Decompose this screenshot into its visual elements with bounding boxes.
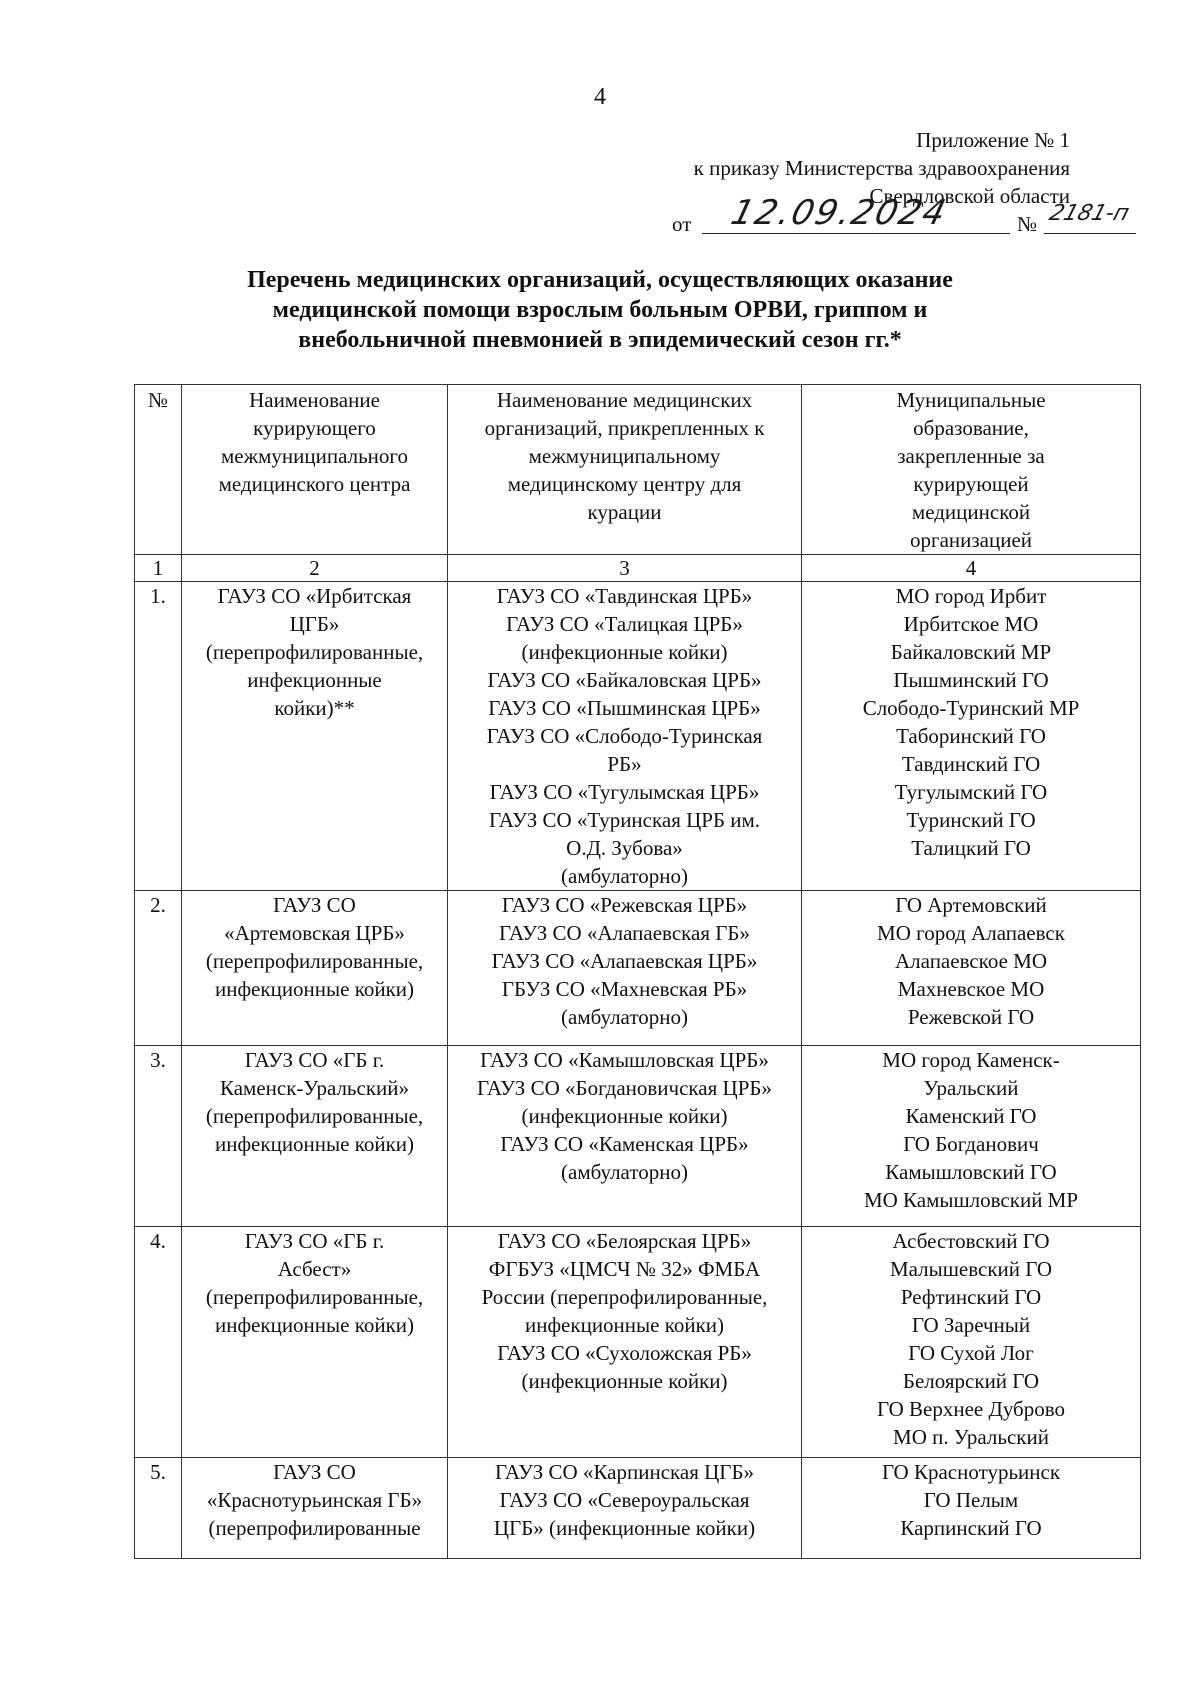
municipal-cell <box>802 1046 1141 1227</box>
cell-line: Каменск-Уральский» <box>220 1076 409 1100</box>
cell-line: (перепрофилированные, <box>205 640 424 664</box>
column-number-cell: 2 <box>182 555 448 582</box>
cell-line: (перепрофилированные, <box>205 1104 424 1128</box>
cell-line: ГАУЗ СО «Режевская ЦРБ» <box>501 893 748 917</box>
cell-line: Байкаловский МР <box>890 640 1052 664</box>
cell-line: ГАУЗ СО «Североуральская <box>499 1488 750 1512</box>
center-cell <box>182 891 448 1046</box>
cell-line: (амбулаторно) <box>561 864 688 888</box>
header-cell-center: Наименование курирующего межмуниципального медицинского центра <box>182 385 448 555</box>
cell-line: ГАУЗ СО «Сухоложская РБ» <box>497 1341 752 1365</box>
cell-line: ГАУЗ СО «Богдановичская ЦРБ» <box>477 1076 772 1100</box>
table-row <box>135 1227 1141 1458</box>
cell-line: (перепрофилированные <box>208 1516 421 1540</box>
cell-line: ГАУЗ СО «Белоярская ЦРБ» <box>497 1229 752 1253</box>
handwritten-number: 2181-п <box>1046 201 1132 226</box>
cell-line: ГАУЗ СО «ГБ г. <box>244 1048 385 1072</box>
table-row <box>135 582 1141 891</box>
cell-line: ГАУЗ СО «Камышловская ЦРБ» <box>480 1048 769 1072</box>
center-cell <box>182 582 448 891</box>
column-number-cell: 1 <box>135 555 182 582</box>
cell-line: ФГБУЗ «ЦМСЧ № 32» ФМБА <box>488 1257 761 1281</box>
cell-line: Карпинский ГО <box>900 1516 1042 1540</box>
cell-line: Махневское МО <box>897 977 1045 1001</box>
cell-line: инфекционные койки) <box>524 1313 725 1337</box>
cell-line: (перепрофилированные, <box>205 1285 424 1309</box>
row-number-cell: 1. <box>135 582 182 891</box>
cell-line: ГАУЗ СО «ГБ г. <box>244 1229 385 1253</box>
cell-line: Тугулымский ГО <box>894 780 1048 804</box>
cell-line: ГАУЗ СО «Тугулымская ЦРБ» <box>489 780 760 804</box>
cell-line: МО город Ирбит <box>895 584 1047 608</box>
header-cell-organizations: Наименование медицинских организаций, прикрепленных к межмуниципальному медицинскому центру для курации <box>448 385 802 555</box>
cell-line: Талицкий ГО <box>911 836 1031 860</box>
cell-line: МО Камышловский МР <box>863 1188 1079 1212</box>
center-cell <box>182 1227 448 1458</box>
organizations-cell <box>448 891 802 1046</box>
cell-line: ГАУЗ СО «Туринская ЦРБ им. <box>488 808 761 832</box>
page-number: 4 <box>594 84 606 110</box>
cell-line: ГО Богданович <box>903 1132 1039 1156</box>
cell-line: инфекционные койки) <box>214 1132 415 1156</box>
cell-line: ГАУЗ СО <box>273 1460 356 1484</box>
cell-line: ГО Краснотурьинск <box>881 1460 1061 1484</box>
cell-line: ЦГБ» (инфекционные койки) <box>493 1516 756 1540</box>
cell-line: Алапаевское МО <box>895 949 1047 973</box>
cell-line: койки)** <box>274 696 355 720</box>
title-line: Перечень медицинских организаций, осуществляющих оказание <box>247 267 953 293</box>
cell-line: ГБУЗ СО «Махневская РБ» <box>501 977 748 1001</box>
table-row <box>135 1458 1141 1559</box>
cell-line: Ирбитское МО <box>903 612 1039 636</box>
organizations-cell <box>448 1227 802 1458</box>
cell-line: инфекционные койки) <box>214 977 415 1001</box>
number-label: № <box>1017 212 1038 236</box>
cell-line: ГО Верхнее Дуброво <box>877 1397 1065 1421</box>
title-line: внебольничной пневмонией в эпидемический сезон гг.* <box>298 327 902 353</box>
table-body <box>135 385 1141 1559</box>
cell-line: РБ» <box>607 752 642 776</box>
appendix-line: к приказу Министерства здравоохранения <box>693 156 1070 180</box>
header-cell-municipal: Муниципальные образование, закрепленные за курирующей медицинской организацией <box>802 385 1141 555</box>
column-number-row <box>135 555 1141 582</box>
cell-line: ГАУЗ СО «Каменская ЦРБ» <box>500 1132 749 1156</box>
cell-line: ГАУЗ СО «Пышминская ЦРБ» <box>488 696 761 720</box>
table-row <box>135 1046 1141 1227</box>
handwritten-date: 12.09.2024 <box>727 193 952 233</box>
municipal-cell <box>802 891 1141 1046</box>
cell-line: (амбулаторно) <box>561 1005 688 1029</box>
cell-line: Асбестовский ГО <box>892 1229 1050 1253</box>
municipal-cell <box>802 582 1141 891</box>
cell-line: Каменский ГО <box>905 1104 1037 1128</box>
cell-line: (инфекционные койки) <box>521 640 728 664</box>
cell-line: ГАУЗ СО «Байкаловская ЦРБ» <box>487 668 762 692</box>
organizations-cell <box>448 582 802 891</box>
cell-line: О.Д. Зубова» <box>566 836 683 860</box>
document-title <box>120 265 1080 355</box>
cell-line: Таборинский ГО <box>896 724 1046 748</box>
municipal-cell <box>802 1458 1141 1559</box>
cell-line: МО город Алапаевск <box>877 921 1065 945</box>
row-number-cell: 2. <box>135 891 182 1046</box>
cell-line: Тавдинский ГО <box>901 752 1041 776</box>
cell-line: Слободо-Туринский МР <box>862 696 1080 720</box>
table-row <box>135 891 1141 1046</box>
column-number-cell: 3 <box>448 555 802 582</box>
cell-line: ГО Пелым <box>923 1488 1019 1512</box>
cell-line: МО город Каменск- <box>882 1048 1060 1072</box>
cell-line: МО п. Уральский <box>893 1425 1049 1449</box>
organizations-cell <box>448 1046 802 1227</box>
cell-line: Асбест» <box>277 1257 352 1281</box>
cell-line: Режевской ГО <box>907 1005 1035 1029</box>
table-header-row <box>135 385 1141 555</box>
from-label: от <box>672 212 692 236</box>
cell-line: Камышловский ГО <box>885 1160 1057 1184</box>
cell-line: ГАУЗ СО «Алапаевская ГБ» <box>499 921 750 945</box>
row-number-cell: 3. <box>135 1046 182 1227</box>
cell-line: ГАУЗ СО «Ирбитская <box>217 584 412 608</box>
cell-line: ГО Сухой Лог <box>908 1341 1034 1365</box>
cell-line: ГАУЗ СО «Алапаевская ЦРБ» <box>491 949 758 973</box>
center-cell <box>182 1458 448 1559</box>
header-cell-number: № <box>135 385 182 555</box>
row-number-cell: 5. <box>135 1458 182 1559</box>
cell-line: ГАУЗ СО «Слободо-Туринская <box>486 724 763 748</box>
cell-line: ГО Артемовский <box>895 893 1047 917</box>
organizations-cell <box>448 1458 802 1559</box>
center-cell <box>182 1046 448 1227</box>
row-number-cell: 4. <box>135 1227 182 1458</box>
cell-line: Туринский ГО <box>906 808 1036 832</box>
cell-line: инфекционные койки) <box>214 1313 415 1337</box>
cell-line: (инфекционные койки) <box>521 1369 728 1393</box>
cell-line: (амбулаторно) <box>561 1160 688 1184</box>
cell-line: Малышевский ГО <box>889 1257 1053 1281</box>
cell-line: Рефтинский ГО <box>900 1285 1042 1309</box>
cell-line: России (перепрофилированные, <box>481 1285 768 1309</box>
organizations-table <box>134 384 1141 1559</box>
title-line: медицинской помощи взрослым больным ОРВИ, гриппом и <box>272 297 928 323</box>
cell-line: Белоярский ГО <box>902 1369 1040 1393</box>
cell-line: ГАУЗ СО «Талицкая ЦРБ» <box>506 612 743 636</box>
cell-line: «Краснотурьинская ГБ» <box>206 1488 423 1512</box>
municipal-cell <box>802 1227 1141 1458</box>
appendix-line: Приложение № 1 <box>916 128 1070 152</box>
cell-line: «Артемовская ЦРБ» <box>224 921 405 945</box>
cell-line: ЦГБ» <box>289 612 340 636</box>
cell-line: (инфекционные койки) <box>521 1104 728 1128</box>
cell-line: ГАУЗ СО «Карпинская ЦГБ» <box>494 1460 755 1484</box>
cell-line: ГАУЗ СО «Тавдинская ЦРБ» <box>496 584 753 608</box>
cell-line: Уральский <box>923 1076 1019 1100</box>
cell-line: инфекционные <box>247 668 382 692</box>
cell-line: ГАУЗ СО <box>273 893 356 917</box>
column-number-cell: 4 <box>802 555 1141 582</box>
cell-line: (перепрофилированные, <box>205 949 424 973</box>
cell-line: Пышминский ГО <box>893 668 1049 692</box>
appendix-line: Свердловской области <box>869 184 1070 208</box>
cell-line: ГО Заречный <box>911 1313 1031 1337</box>
